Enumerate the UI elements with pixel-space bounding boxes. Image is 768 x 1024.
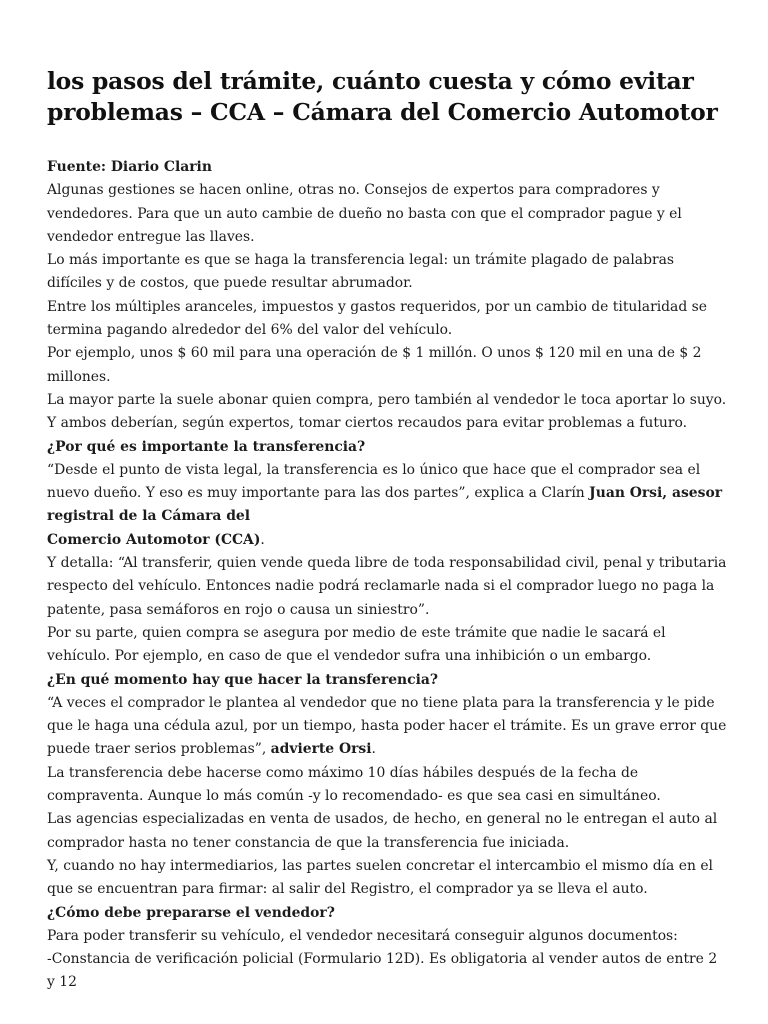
paragraph: Y, cuando no hay intermediarios, las partes suelen concretar el intercambio el mismo día en el que se encuentran para firmar: al salir del Registro, el comprador ya se lleva el auto. — [47, 857, 713, 898]
quote-text: “Desde el punto de vista legal, la transferencia es lo único que hace que el comprador sea el nuevo dueño. Y eso es muy importante para las dos partes”, explica a Clarín — [47, 461, 701, 502]
quote-attribution: advierte Orsi — [270, 741, 372, 758]
paragraph: Las agencias especializadas en venta de usados, de hecho, en general no le entregan el auto al comprador hasta no tener constancia de que la transferencia fue iniciada. — [47, 811, 718, 851]
document-page — [47, 66, 727, 995]
article-body — [47, 156, 727, 995]
paragraph: Por ejemplo, unos $ 60 mil para una operación de $ 1 millón. O unos $ 120 mil en una de $ 2 millones. — [47, 345, 702, 385]
title-line-2: problemas – CCA – Cámara del Comercio Automotor — [47, 98, 718, 126]
quote-paragraph — [47, 692, 727, 762]
quote-paragraph — [47, 459, 727, 552]
list-item: -Constancia de verificación policial (Formulario 12D). Es obligatoria al vender autos de entre 2 y 12 — [47, 951, 718, 991]
quote-text: “A veces el comprador le plantea al vendedor que no tiene plata para la transferencia y le pide que le haga una cédula azul, por un tiempo, hasta poder hacer el trámite. Es un grave error que puede traer serios problemas”, — [47, 694, 727, 758]
quote-end: . — [260, 531, 265, 548]
section-heading: ¿Por qué es importante la transferencia? — [47, 438, 366, 455]
quoted-person-role: asesor registral de la Cámara del — [47, 485, 723, 525]
quoted-person-organization: Comercio Automotor (CCA) — [47, 531, 261, 548]
paragraph: La mayor parte la suele abonar quien compra, pero también al vendedor le toca aportar lo suyo. Y ambos deberían, según expertos, tomar ciertos recaudos para evitar problemas a futuro. — [47, 391, 727, 432]
paragraph: Y detalla: “Al transferir, quien vende queda libre de toda responsabilidad civil, penal y tributaria respecto del vehículo. Entonces nadie podrá reclamarle nada si el comprador luego no paga la patente, pasa semáforos en rojo o causa un siniestro”. — [47, 555, 727, 618]
page-title — [47, 66, 727, 128]
quote-end: . — [371, 741, 376, 758]
source-line: Fuente: Diario Clarin — [47, 159, 212, 175]
intro-paragraph: Algunas gestiones se hacen online, otras no. Consejos de expertos para compradores y vendedores. Para que un auto cambie de dueño no basta con que el comprador pague y el vendedor entregue las llaves. — [47, 182, 682, 245]
paragraph: La transferencia debe hacerse como máximo 10 días hábiles después de la fecha de compraventa. Aunque lo más común -y lo recomendado- es que sea casi en simultáneo. — [47, 764, 661, 805]
section-heading: ¿Cómo debe prepararse el vendedor? — [47, 904, 335, 921]
section-heading: ¿En qué momento hay que hacer la transferencia? — [47, 671, 439, 688]
paragraph: Para poder transferir su vehículo, el vendedor necesitará conseguir algunos documentos: — [47, 927, 678, 944]
quoted-person-name: Juan Orsi — [589, 485, 663, 502]
quote-separator: , — [662, 485, 672, 502]
paragraph: Entre los múltiples aranceles, impuestos y gastos requeridos, por un cambio de titularidad se termina pagando alrededor del 6% del valor del vehículo. — [47, 298, 707, 339]
title-line-1: los pasos del trámite, cuánto cuesta y cómo evitar — [47, 67, 694, 95]
paragraph: Por su parte, quien compra se asegura por medio de este trámite que nadie le sacará el vehículo. Por ejemplo, en caso de que el vendedor sufra una inhibición o un embargo. — [47, 624, 666, 665]
paragraph: Lo más importante es que se haga la transferencia legal: un trámite plagado de palabras difíciles y de costos, que puede resultar abrumador. — [47, 252, 675, 292]
